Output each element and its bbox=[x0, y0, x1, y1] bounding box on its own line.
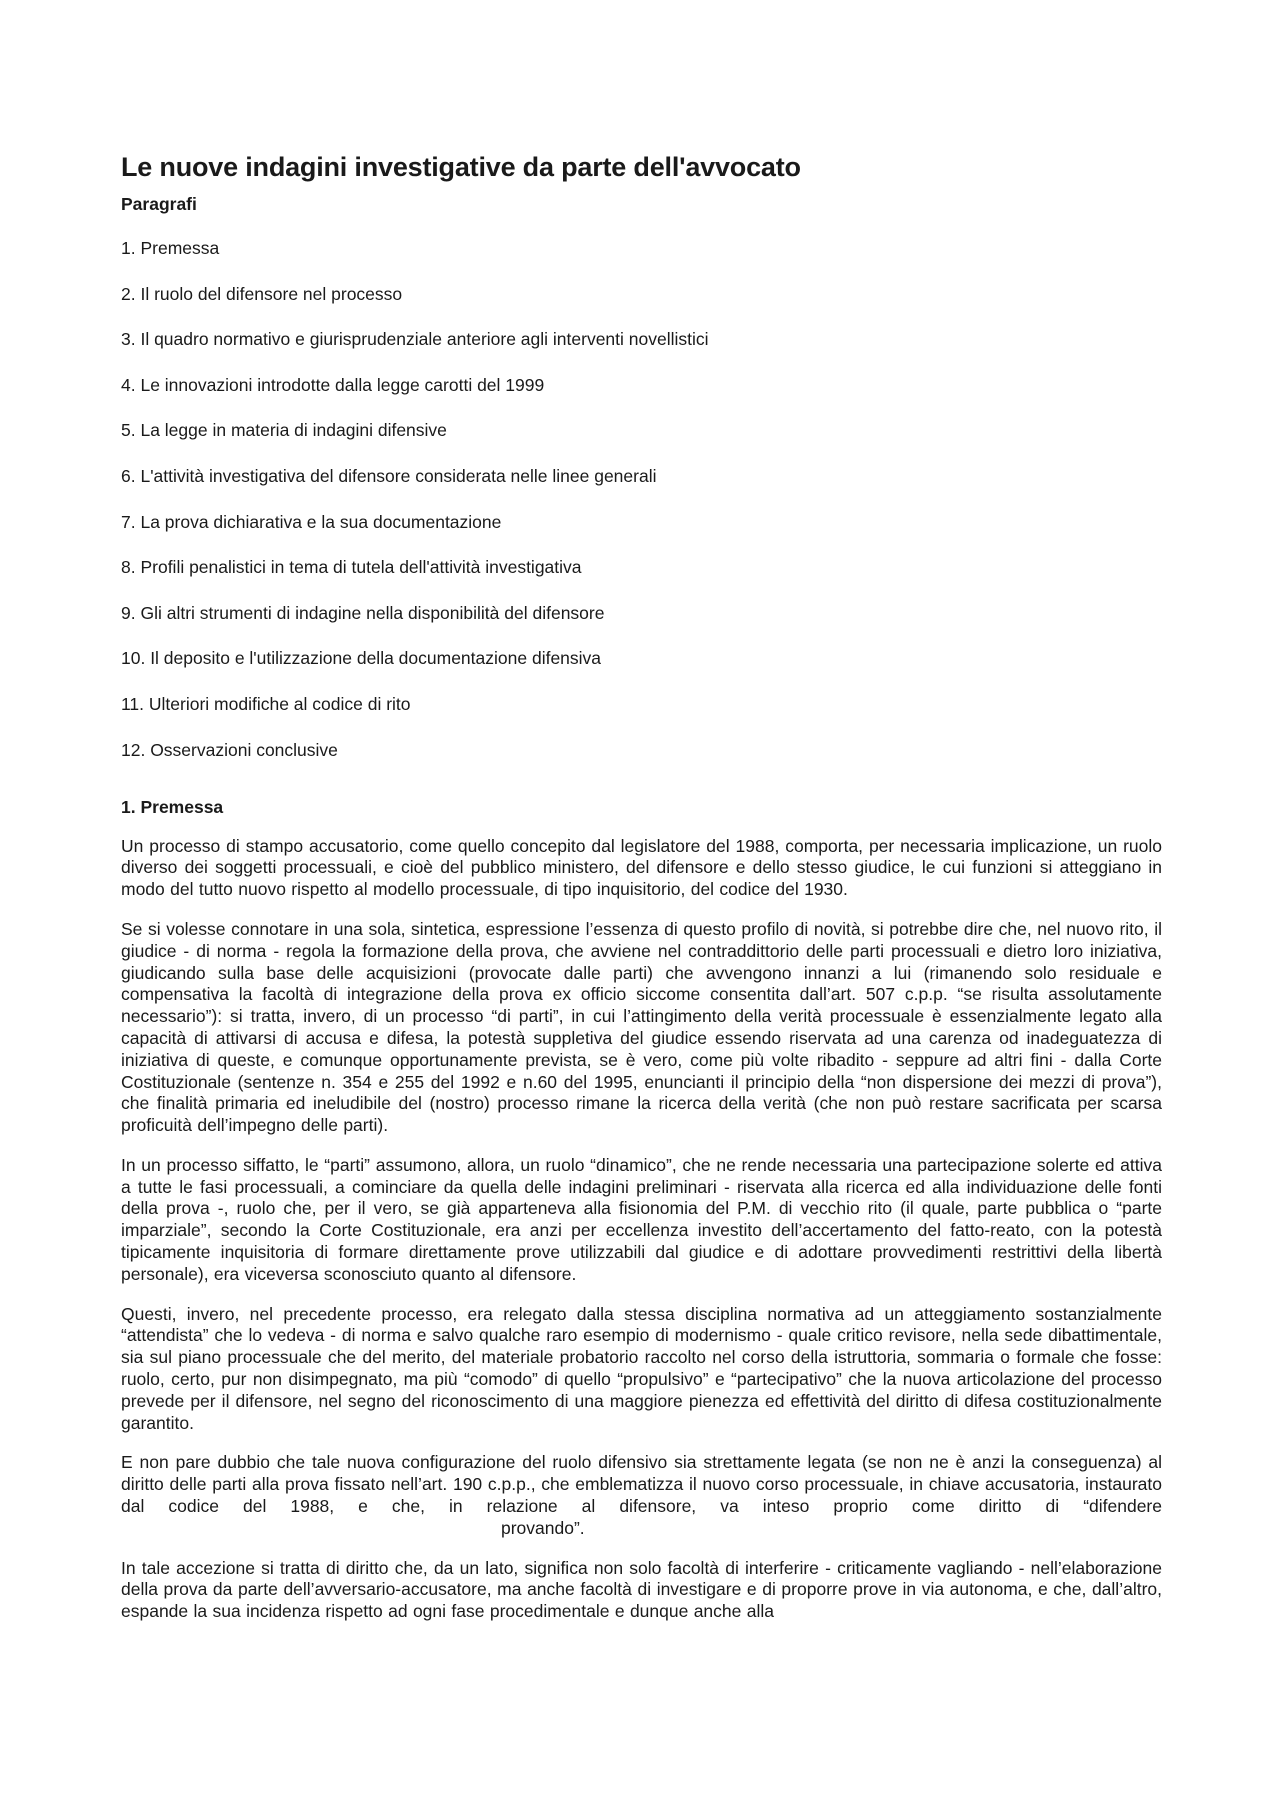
table-of-contents bbox=[121, 237, 1162, 761]
toc-item: 5. La legge in materia di indagini difensive bbox=[121, 420, 447, 441]
toc-heading: Paragrafi bbox=[121, 194, 197, 214]
toc-item: 11. Ulteriori modifiche al codice di rito bbox=[121, 693, 411, 714]
paragraph: In un processo siffatto, le “parti” assumono, allora, un ruolo “dinamico”, che ne rende necessaria una partecipazione solerte ed attiva a tutte le fasi processuali, a cominciare da quella delle indagini preliminari - riservata alla ricerca ed alla individuazione delle fonti della prova -, ruolo che, per il vero, se già apparteneva alla fisionomia del P.M. di vecchio rito (il quale, parte pubblica o “parte imparziale”, secondo la Corte Costituzionale, era anzi per eccellenza investito dell’accertamento del fatto-reato, con la potestà tipicamente inquisitoria di formare direttamente prove utilizzabili dal giudice e di adottare provvedimenti restrittivi della libertà personale), era viceversa sconosciuto quanto al difensore. bbox=[121, 1154, 1162, 1284]
toc-item: 1. Premessa bbox=[121, 238, 220, 258]
paragraph bbox=[121, 1452, 1162, 1539]
toc-item: 12. Osservazioni conclusive bbox=[121, 739, 338, 760]
toc-item: 3. Il quadro normativo e giurisprudenziale anteriore agli interventi novellistici bbox=[121, 329, 709, 350]
section-heading: 1. Premessa bbox=[121, 796, 224, 817]
paragraph: In tale accezione si tratta di diritto che, da un lato, significa non solo facoltà di interferire - criticamente vagliando - nell’elaborazione della prova da parte dell’avversario-accusatore, ma anche facoltà di investigare e di proporre prove in via autonoma, e che, dall’altro, espande la sua incidenza rispetto ad ogni fase procedimentale e dunque anche alla bbox=[121, 1557, 1162, 1622]
toc-item: 7. La prova dichiarativa e la sua documentazione bbox=[121, 511, 502, 532]
paragraph-text: E non pare dubbio che tale nuova configurazione del ruolo difensivo sia strettamente legata (se non ne è anzi la conseguenza) al diritto delle parti alla prova fissato nell’art. 190 c.p.p., che emblematizza il nuovo corso processuale, in chiave accusatoria, instaurato dal codice del 1988, e che, in relazione al difensore, va inteso proprio come diritto di bbox=[121, 1452, 1162, 1517]
toc-item: 8. Profili penalistici in tema di tutela dell'attività investigativa bbox=[121, 557, 582, 578]
paragraph-text: provando”. bbox=[501, 1517, 585, 1538]
paragraph-text: “difendere bbox=[1083, 1496, 1162, 1517]
toc-item: 6. L'attività investigativa del difensore considerata nelle linee generali bbox=[121, 465, 657, 486]
document-title: Le nuove indagini investigative da parte dell'avvocato bbox=[121, 152, 801, 182]
document-body bbox=[121, 150, 1162, 1623]
paragraph: Questi, invero, nel precedente processo, era relegato dalla stessa disciplina normativa ad un atteggiamento sostanzialmente “attendista” che lo vedeva - di norma e salvo qualche raro esempio di modernismo - quale critico revisore, nella sede dibattimentale, sia sul piano processuale che del merito, del materiale probatorio raccolto nel corso della istruttoria, sommaria o formale che fosse: ruolo, certo, pur non disimpegnato, ma più “comodo” di quello “propulsivo” e “partecipativo” che la nuova articolazione del processo prevede per il difensore, nel segno del riconoscimento di una maggiore pienezza ed effettività del diritto di difesa costituzionalmente garantito. bbox=[121, 1303, 1162, 1433]
toc-item: 4. Le innovazioni introdotte dalla legge carotti del 1999 bbox=[121, 374, 545, 395]
paragraph: Un processo di stampo accusatorio, come quello concepito dal legislatore del 1988, comporta, per necessaria implicazione, un ruolo diverso dei soggetti processuali, e cioè del pubblico ministero, del difensore e dello stesso giudice, le cui funzioni si atteggiano in modo del tutto nuovo rispetto al modello processuale, di tipo inquisitorio, del codice del 1930. bbox=[121, 835, 1162, 900]
toc-item: 2. Il ruolo del difensore nel processo bbox=[121, 283, 403, 304]
toc-item: 9. Gli altri strumenti di indagine nella disponibilità del difensore bbox=[121, 602, 605, 623]
toc-item: 10. Il deposito e l'utilizzazione della documentazione difensiva bbox=[121, 648, 602, 669]
paragraph: Se si volesse connotare in una sola, sintetica, espressione l’essenza di questo profilo di novità, si potrebbe dire che, nel nuovo rito, il giudice - di norma - regola la formazione della prova, che avviene nel contraddittorio delle parti processuali e dietro loro iniziativa, giudicando sulla base delle acquisizioni (provocate dalle parti) che avvengono innanzi a lui (rimanendo solo residuale e compensativa la facoltà di integrazione della prova ex officio siccome consentita dall’art. 507 c.p.p. “se risulta assolutamente necessario”): si tratta, invero, di un processo “di parti”, in cui l’attingimento della verità processuale è essenzialmente legato alla capacità di attivarsi di accusa e difesa, la potestà suppletiva del giudice essendo riservata ad una carenza od inadeguatezza di iniziativa di queste, e comunque opportunamente prevista, se è vero, come più volte ribadito - seppure ad altri fini - dalla Corte Costituzionale (sentenze n. 354 e 255 del 1992 e n.60 del 1995, enuncianti il principio della “non dispersione dei mezzi di prova”), che finalità primaria ed ineludibile del (nostro) processo rimane la ricerca della verità (che non può restare sacrificata per scarsa proficuità dell’impegno delle parti). bbox=[121, 918, 1162, 1136]
